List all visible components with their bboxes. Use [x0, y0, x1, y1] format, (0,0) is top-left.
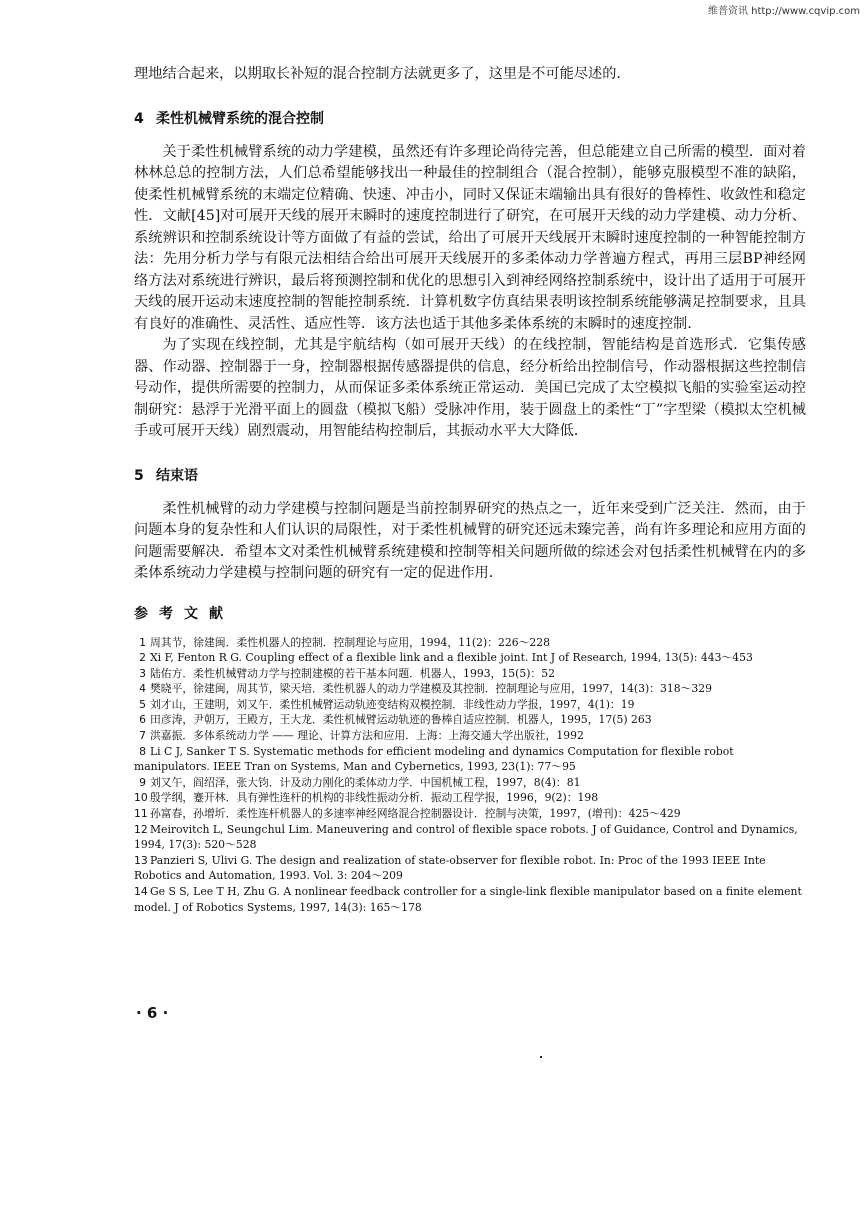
reference-text: Panzieri S, Ulivi G. The design and realization of state-observer for flexible robot. In: Proc of the 1993 IEEE Inte Robotics and Automation, 1993. Vol. 3: 204～209 [134, 853, 766, 883]
reference-list [134, 635, 806, 916]
section-5-number: 5 [134, 467, 144, 484]
reference-text: Ge S S, Lee T H, Zhu G. A nonlinear feedback controller for a single-link flexible manipulator based on a finite element model. J of Robotics Systems, 1997, 14(3): 165～178 [134, 885, 802, 914]
reference-number: 11 [134, 807, 148, 821]
reference-item [134, 775, 806, 791]
reference-item [134, 635, 806, 651]
reference-number: 13 [134, 853, 148, 867]
reference-item [134, 853, 806, 884]
reference-text: Li C J, Sanker T S. Systematic methods for efficient modeling and dynamics Computation for flexible robot manipulators. IEEE Tran on Systems, Man and Cybernetics, 1993, 23(1): 77～95 [134, 744, 734, 774]
reference-text: Xi F, Fenton R G. Coupling effect of a flexible link and a flexible joint. Int J of Research, 1994, 13(5): 443～453 [150, 651, 753, 665]
stray-dot [540, 1056, 542, 1058]
reference-text: 田彦涛，尹朝万，王殿方，王大龙．柔性机械臂运动轨迹的鲁棒自适应控制．机器人，1995，17(5) 263 [150, 713, 652, 727]
reference-text: 陆佑方．柔性机械臂动力学与控制建模的若干基本问题．机器人，1993，15(5)：52 [150, 666, 555, 680]
section-5-heading [134, 465, 806, 485]
reference-item [134, 790, 806, 806]
section-5-paragraph-1: 柔性机械臂的动力学建模与控制问题是当前控制界研究的热点之一，近年来受到广泛关注．然而，由于问题本身的复杂性和人们认识的局限性，对于柔性机械臂的研究还远未臻完善，尚有许多理论和应用方面的问题需要解决．希望本文对柔性机械臂系统建模和控制等相关问题所做的综述会对包括柔性机械臂在内的多柔体系统动力学建模与控制问题的研究有一定的促进作用． [134, 500, 806, 581]
reference-item [134, 697, 806, 713]
reference-number: 4 [139, 682, 146, 696]
page-body [134, 64, 806, 915]
reference-item [134, 650, 806, 666]
reference-number: 7 [139, 729, 146, 743]
reference-text: 樊晓平，徐建闽，周其节，梁天培．柔性机器人的动力学建模及其控制．控制理论与应用，1997，14(3)：318～329 [150, 682, 712, 696]
reference-number: 5 [139, 697, 146, 711]
reference-text: 周其节，徐建闽．柔性机器人的控制．控制理论与应用，1994，11(2)：226～228 [150, 635, 551, 649]
watermark: 维普资讯 http://www.cqvip.com [707, 6, 860, 17]
reference-item [134, 884, 806, 915]
reference-number: 8 [139, 744, 146, 758]
reference-number: 14 [134, 885, 148, 898]
reference-item [134, 712, 806, 728]
reference-text: 洪嘉振．多体系统动力学 —— 理论、计算方法和应用．上海：上海交通大学出版社，1992 [150, 729, 584, 743]
reference-number: 2 [139, 651, 146, 665]
reference-number: 10 [134, 791, 148, 805]
section-4-heading [134, 108, 806, 128]
reference-number: 6 [139, 713, 146, 727]
reference-item [134, 666, 806, 682]
reference-number: 12 [134, 822, 148, 836]
reference-item [134, 822, 806, 853]
section-4-paragraph-1: 关于柔性机械臂系统的动力学建模，虽然还有许多理论尚待完善，但总能建立自己所需的模型．面对着林林总总的控制方法，人们总希望能够找出一种最佳的控制组合（混合控制），能够克服模型不准的缺陷，使柔性机械臂系统的末端定位精确、快速、冲击小，同时又保证末端输出具有很好的鲁棒性、收敛性和稳定性．文献[45]对可展开天线的展开末瞬时的速度控制进行了研究，在可展开天线的动力学建模、动力分析、系统辨识和控制系统设计等方面做了有益的尝试，给出了可展开天线展开末瞬时速度控制的一种智能控制方法：先用分析力学与有限元法相结合给出可展开天线展开的多柔体动力学普遍方程式，再用三层BP神经网络方法对系统进行辨识，最后将预测控制和优化的思想引入到神经网络控制系统中，设计出了适用于可展开天线的展开运动末速度控制的智能控制系统．计算机数字仿真结果表明该控制系统能够满足控制要求，且具有良好的准确性、灵活性、适应性等．该方法也适于其他多柔体系统的末瞬时的速度控制． [134, 143, 806, 332]
reference-text: 孙富春，孙增圻．柔性连杆机器人的多速率神经网络混合控制器设计．控制与决策，1997，(增刊)：425～429 [150, 807, 681, 821]
reference-text: 刘才山，王建明，刘又午．柔性机械臂运动轨迹变结构双模控制．非线性动力学报，1997，4(1)：19 [150, 697, 635, 711]
reference-text: 殷学纲，蹇开林．具有弹性连杆的机构的非线性振动分析．振动工程学报，1996，9(2)：198 [150, 791, 599, 805]
section-4-paragraph-2: 为了实现在线控制，尤其是宇航结构（如可展开天线）的在线控制，智能结构是首选形式．它集传感器、作动器、控制器于一身，控制器根据传感器提供的信息，经分析给出控制信号，作动器根据这些控制信号动作，提供所需要的控制力，从而保证多柔体系统正常运动．美国已完成了太空模拟飞船的实验室运动控制研究：悬浮于光滑平面上的圆盘（模拟飞船）受脉冲作用，装于圆盘上的柔性“丁”字型梁（模拟太空机械手或可展开天线）剧烈震动，用智能结构控制后，其振动水平大大降低． [134, 337, 806, 439]
reference-number: 3 [139, 666, 146, 680]
section-5-title: 结束语 [156, 467, 198, 484]
section-4-title: 柔性机械臂系统的混合控制 [156, 110, 324, 127]
intro-line: 理地结合起来，以期取长补短的混合控制方法就更多了，这里是不可能尽述的. [134, 66, 621, 82]
reference-number: 9 [139, 775, 146, 789]
reference-item [134, 744, 806, 775]
reference-number: 1 [139, 635, 146, 649]
references-heading: 参考文献 [134, 605, 234, 622]
page-number: · 6 · [136, 1004, 169, 1022]
reference-item [134, 681, 806, 697]
reference-item [134, 728, 806, 744]
section-4-number: 4 [134, 110, 144, 127]
reference-text: 刘又午，阎绍泽，张大钧．计及动力刚化的柔体动力学．中国机械工程，1997，8(4)：81 [150, 775, 581, 789]
reference-item [134, 806, 806, 822]
reference-text: Meirovitch L, Seungchul Lim. Maneuvering and control of flexible space robots. J of Guidance, Control and Dynamics, 1994, 17(3): 520～528 [134, 822, 798, 852]
